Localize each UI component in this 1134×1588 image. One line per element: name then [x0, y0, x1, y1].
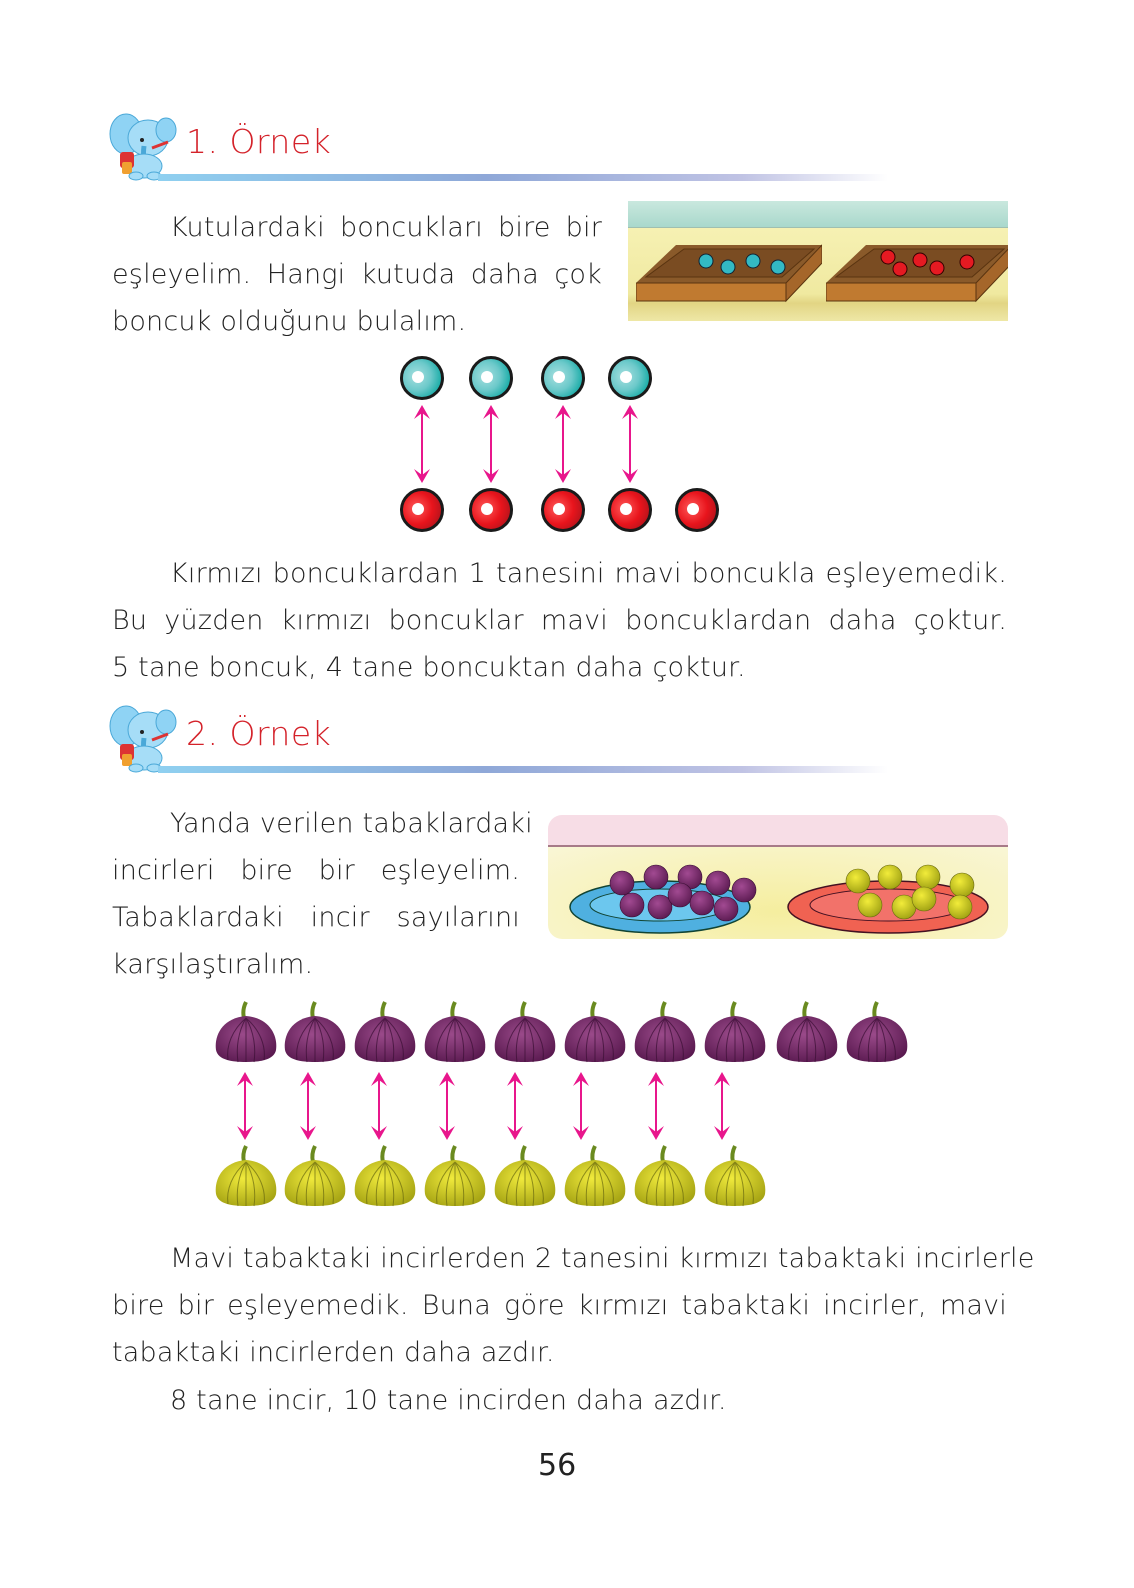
example-1-header	[108, 102, 888, 182]
yellow-fig-icon	[701, 1144, 769, 1208]
example-2-title: 2. Örnek	[186, 714, 332, 753]
example-1-conclusion	[112, 550, 1007, 691]
red-bead-icon	[675, 488, 719, 532]
plates	[548, 815, 1008, 939]
double-arrow-icon	[708, 1070, 736, 1142]
intro-line: Yanda verilen tabaklardaki	[170, 808, 533, 839]
red-bead-icon	[541, 488, 585, 532]
conclusion-line: Bu yüzden kırmızı boncuklar mavi boncuklardan daha çoktur.	[112, 605, 1007, 636]
beads-boxes-illustration	[628, 201, 1008, 321]
example-2-intro	[112, 800, 533, 988]
header-divider	[158, 174, 888, 181]
conclusion-line: 5 tane boncuk, 4 tane boncuktan daha çoktur.	[112, 652, 746, 683]
intro-line: incirleri bire bir eşleyelim.	[112, 855, 520, 886]
header-divider	[158, 766, 888, 773]
double-arrow-icon	[477, 403, 505, 485]
purple-fig-icon	[491, 1000, 559, 1064]
red-bead-icon	[400, 488, 444, 532]
double-arrow-icon	[365, 1070, 393, 1142]
example-1-title: 1. Örnek	[186, 122, 332, 161]
yellow-fig-icon	[561, 1144, 629, 1208]
purple-fig-icon	[281, 1000, 349, 1064]
elephant-mascot-icon	[108, 694, 180, 774]
yellow-fig-icon	[631, 1144, 699, 1208]
intro-line: karşılaştıralım.	[112, 949, 314, 980]
intro-line: Tabaklardaki incir sayılarını	[112, 902, 520, 933]
yellow-fig-icon	[351, 1144, 419, 1208]
purple-fig-icon	[631, 1000, 699, 1064]
example-2-header	[108, 694, 888, 774]
purple-fig-icon	[351, 1000, 419, 1064]
double-arrow-icon	[642, 1070, 670, 1142]
example-2-final	[112, 1377, 1007, 1424]
fig-plates-illustration	[548, 815, 1008, 939]
double-arrow-icon	[433, 1070, 461, 1142]
conclusion-line: Mavi tabaktaki incirlerden 2 tanesini kırmızı tabaktaki incirlerle	[170, 1243, 1035, 1274]
blue-beads-box	[636, 243, 822, 303]
double-arrow-icon	[567, 1070, 595, 1142]
purple-fig-icon	[701, 1000, 769, 1064]
yellow-fig-icon	[212, 1144, 280, 1208]
double-arrow-icon	[294, 1070, 322, 1142]
conclusion-line: bire bir eşleyemedik. Buna göre kırmızı tabaktaki incirler, mavi	[112, 1290, 1007, 1321]
double-arrow-icon	[408, 403, 436, 485]
red-bead-icon	[469, 488, 513, 532]
intro-line: boncuk olduğunu bulalım.	[112, 306, 467, 337]
wall	[628, 201, 1008, 227]
double-arrow-icon	[616, 403, 644, 485]
purple-fig-icon	[421, 1000, 489, 1064]
purple-fig-icon	[843, 1000, 911, 1064]
purple-fig-icon	[773, 1000, 841, 1064]
red-beads-box	[826, 243, 1008, 303]
double-arrow-icon	[231, 1070, 259, 1142]
conclusion-line: Kırmızı boncuklardan 1 tanesini mavi boncukla eşleyemedik.	[170, 558, 1007, 589]
double-arrow-icon	[549, 403, 577, 485]
example-2-conclusion	[112, 1235, 1035, 1376]
yellow-fig-icon	[281, 1144, 349, 1208]
yellow-fig-icon	[421, 1144, 489, 1208]
elephant-mascot-icon	[108, 102, 180, 182]
blue-bead-icon	[469, 356, 513, 400]
blue-bead-icon	[541, 356, 585, 400]
final-statement: 8 tane incir, 10 tane incirden daha azdır.	[170, 1385, 727, 1416]
purple-fig-icon	[561, 1000, 629, 1064]
double-arrow-icon	[501, 1070, 529, 1142]
conclusion-line: tabaktaki incirlerden daha azdır.	[112, 1337, 555, 1368]
purple-fig-icon	[212, 1000, 280, 1064]
blue-bead-icon	[400, 356, 444, 400]
red-bead-icon	[608, 488, 652, 532]
intro-line: eşleyelim. Hangi kutuda daha çok	[112, 259, 602, 290]
example-1-intro	[112, 204, 602, 345]
yellow-fig-icon	[491, 1144, 559, 1208]
intro-line: Kutulardaki boncukları bire bir	[170, 212, 602, 243]
blue-bead-icon	[608, 356, 652, 400]
page-number: 56	[538, 1448, 577, 1483]
